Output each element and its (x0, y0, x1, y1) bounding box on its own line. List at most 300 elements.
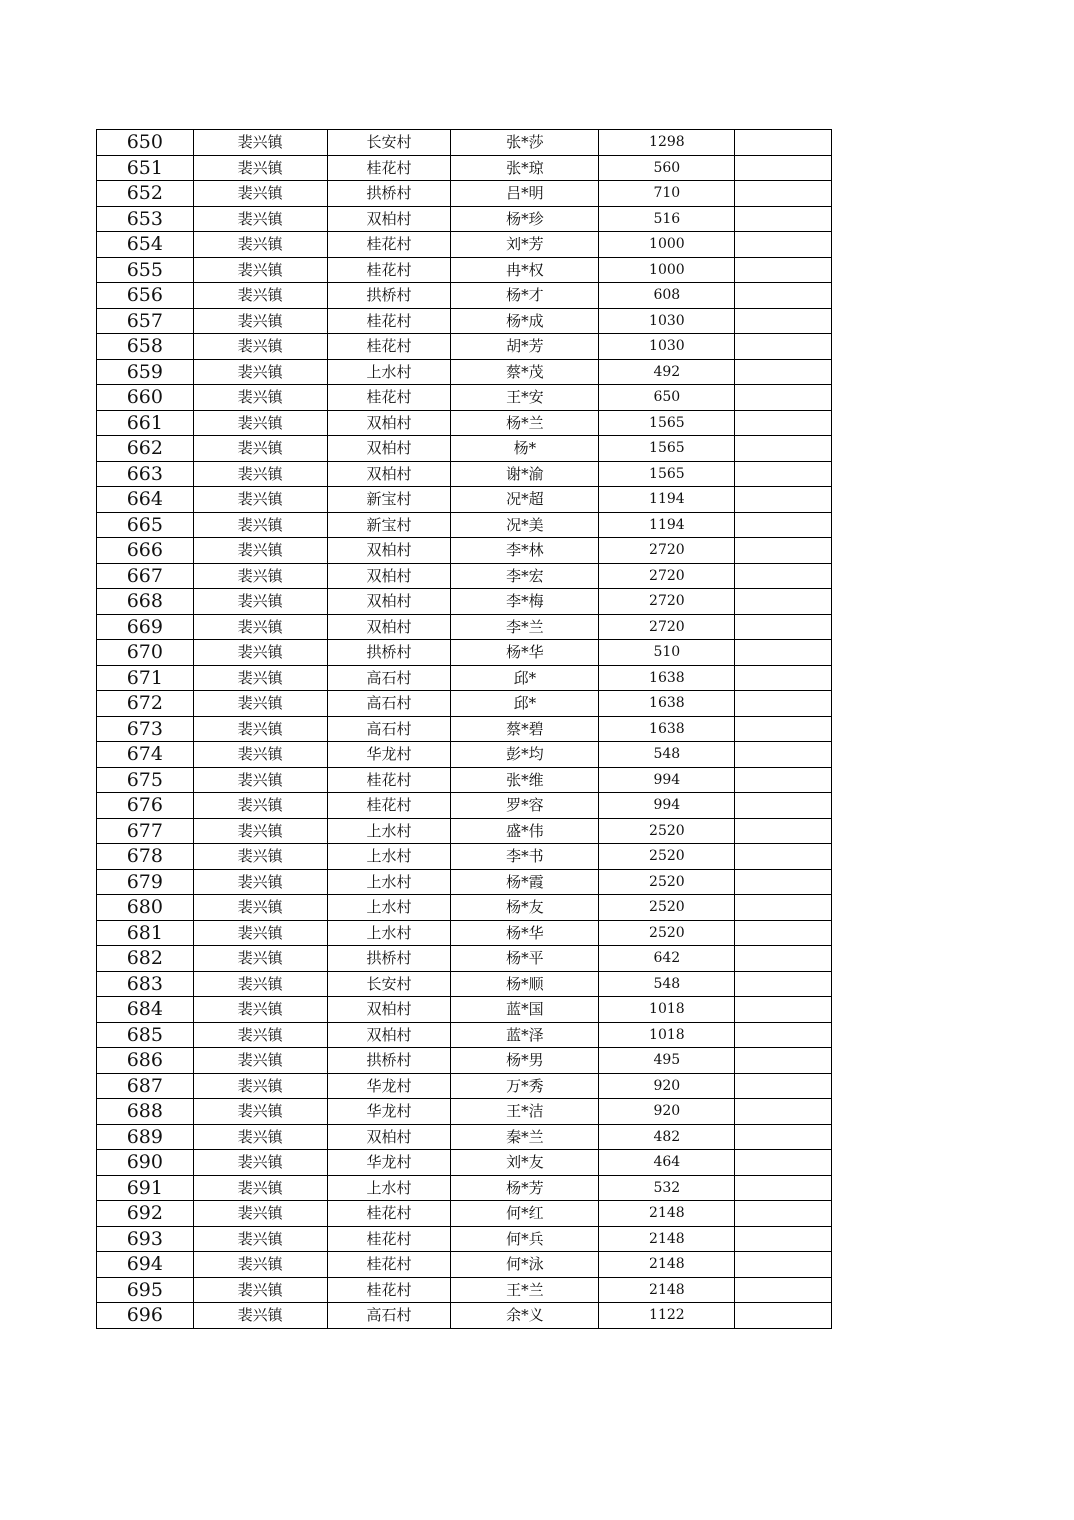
amount-cell: 2148 (599, 1252, 735, 1278)
amount-cell: 2148 (599, 1277, 735, 1303)
village-cell: 新宝村 (327, 512, 451, 538)
village-cell: 拱桥村 (327, 946, 451, 972)
note-cell (735, 1124, 832, 1150)
village-cell: 桂花村 (327, 1277, 451, 1303)
town-cell: 裴兴镇 (193, 130, 327, 156)
village-cell: 双柏村 (327, 614, 451, 640)
town-cell: 裴兴镇 (193, 385, 327, 411)
row-number-cell: 675 (97, 767, 194, 793)
table-row (97, 665, 832, 691)
table-row (97, 818, 832, 844)
town-cell: 裴兴镇 (193, 869, 327, 895)
amount-cell: 994 (599, 767, 735, 793)
table-row (97, 793, 832, 819)
row-number-cell: 686 (97, 1048, 194, 1074)
row-number-cell: 663 (97, 461, 194, 487)
note-cell (735, 1277, 832, 1303)
amount-cell: 548 (599, 971, 735, 997)
note-cell (735, 869, 832, 895)
table-row (97, 1201, 832, 1227)
village-cell: 双柏村 (327, 538, 451, 564)
row-number-cell: 692 (97, 1201, 194, 1227)
name-cell: 杨*珍 (451, 206, 599, 232)
name-cell: 谢*渝 (451, 461, 599, 487)
row-number-cell: 656 (97, 283, 194, 309)
name-cell: 邱* (451, 665, 599, 691)
town-cell: 裴兴镇 (193, 1150, 327, 1176)
name-cell: 蓝*泽 (451, 1022, 599, 1048)
village-cell: 长安村 (327, 130, 451, 156)
note-cell (735, 308, 832, 334)
village-cell: 长安村 (327, 971, 451, 997)
amount-cell: 548 (599, 742, 735, 768)
row-number-cell: 664 (97, 487, 194, 513)
amount-cell: 532 (599, 1175, 735, 1201)
note-cell (735, 487, 832, 513)
table-row (97, 181, 832, 207)
village-cell: 桂花村 (327, 1252, 451, 1278)
row-number-cell: 661 (97, 410, 194, 436)
note-cell (735, 155, 832, 181)
name-cell: 李*书 (451, 844, 599, 870)
name-cell: 杨*霞 (451, 869, 599, 895)
name-cell: 彭*均 (451, 742, 599, 768)
village-cell: 双柏村 (327, 410, 451, 436)
row-number-cell: 674 (97, 742, 194, 768)
row-number-cell: 682 (97, 946, 194, 972)
town-cell: 裴兴镇 (193, 461, 327, 487)
town-cell: 裴兴镇 (193, 665, 327, 691)
row-number-cell: 672 (97, 691, 194, 717)
village-cell: 桂花村 (327, 232, 451, 258)
row-number-cell: 668 (97, 589, 194, 615)
town-cell: 裴兴镇 (193, 1022, 327, 1048)
name-cell: 盛*伟 (451, 818, 599, 844)
row-number-cell: 689 (97, 1124, 194, 1150)
amount-cell: 2148 (599, 1201, 735, 1227)
town-cell: 裴兴镇 (193, 155, 327, 181)
village-cell: 高石村 (327, 1303, 451, 1329)
row-number-cell: 660 (97, 385, 194, 411)
table-row (97, 512, 832, 538)
village-cell: 双柏村 (327, 436, 451, 462)
amount-cell: 510 (599, 640, 735, 666)
name-cell: 杨* (451, 436, 599, 462)
table-row (97, 742, 832, 768)
town-cell: 裴兴镇 (193, 257, 327, 283)
name-cell: 邱* (451, 691, 599, 717)
amount-cell: 2520 (599, 869, 735, 895)
village-cell: 高石村 (327, 691, 451, 717)
village-cell: 上水村 (327, 920, 451, 946)
note-cell (735, 563, 832, 589)
note-cell (735, 461, 832, 487)
note-cell (735, 895, 832, 921)
amount-cell: 560 (599, 155, 735, 181)
note-cell (735, 1022, 832, 1048)
name-cell: 杨*顺 (451, 971, 599, 997)
note-cell (735, 232, 832, 258)
town-cell: 裴兴镇 (193, 206, 327, 232)
amount-cell: 1018 (599, 997, 735, 1023)
note-cell (735, 716, 832, 742)
row-number-cell: 654 (97, 232, 194, 258)
town-cell: 裴兴镇 (193, 1073, 327, 1099)
name-cell: 杨*友 (451, 895, 599, 921)
village-cell: 华龙村 (327, 742, 451, 768)
village-cell: 上水村 (327, 844, 451, 870)
table-row (97, 640, 832, 666)
name-cell: 李*宏 (451, 563, 599, 589)
table-row (97, 334, 832, 360)
town-cell: 裴兴镇 (193, 589, 327, 615)
row-number-cell: 666 (97, 538, 194, 564)
amount-cell: 2520 (599, 895, 735, 921)
name-cell: 况*美 (451, 512, 599, 538)
name-cell: 李*林 (451, 538, 599, 564)
row-number-cell: 655 (97, 257, 194, 283)
name-cell: 何*泳 (451, 1252, 599, 1278)
table-row (97, 130, 832, 156)
village-cell: 桂花村 (327, 793, 451, 819)
row-number-cell: 677 (97, 818, 194, 844)
town-cell: 裴兴镇 (193, 767, 327, 793)
table-row (97, 869, 832, 895)
town-cell: 裴兴镇 (193, 895, 327, 921)
amount-cell: 1565 (599, 461, 735, 487)
name-cell: 李*兰 (451, 614, 599, 640)
amount-cell: 2148 (599, 1226, 735, 1252)
amount-cell: 1194 (599, 487, 735, 513)
note-cell (735, 410, 832, 436)
note-cell (735, 206, 832, 232)
amount-cell: 2520 (599, 920, 735, 946)
amount-cell: 482 (599, 1124, 735, 1150)
village-cell: 拱桥村 (327, 1048, 451, 1074)
amount-cell: 710 (599, 181, 735, 207)
name-cell: 李*梅 (451, 589, 599, 615)
row-number-cell: 690 (97, 1150, 194, 1176)
table-row (97, 232, 832, 258)
row-number-cell: 688 (97, 1099, 194, 1125)
row-number-cell: 687 (97, 1073, 194, 1099)
table-row (97, 895, 832, 921)
table-row (97, 1277, 832, 1303)
note-cell (735, 767, 832, 793)
row-number-cell: 683 (97, 971, 194, 997)
amount-cell: 2520 (599, 844, 735, 870)
table-row (97, 359, 832, 385)
row-number-cell: 678 (97, 844, 194, 870)
name-cell: 万*秀 (451, 1073, 599, 1099)
town-cell: 裴兴镇 (193, 181, 327, 207)
table-row (97, 1022, 832, 1048)
table-row (97, 487, 832, 513)
town-cell: 裴兴镇 (193, 997, 327, 1023)
name-cell: 杨*芳 (451, 1175, 599, 1201)
table-row (97, 614, 832, 640)
name-cell: 王*洁 (451, 1099, 599, 1125)
town-cell: 裴兴镇 (193, 920, 327, 946)
amount-cell: 1194 (599, 512, 735, 538)
table-row (97, 997, 832, 1023)
village-cell: 双柏村 (327, 997, 451, 1023)
name-cell: 何*兵 (451, 1226, 599, 1252)
town-cell: 裴兴镇 (193, 487, 327, 513)
row-number-cell: 680 (97, 895, 194, 921)
name-cell: 胡*芳 (451, 334, 599, 360)
name-cell: 蔡*碧 (451, 716, 599, 742)
table-row (97, 767, 832, 793)
village-cell: 桂花村 (327, 1226, 451, 1252)
amount-cell: 1298 (599, 130, 735, 156)
name-cell: 刘*芳 (451, 232, 599, 258)
table-row (97, 691, 832, 717)
note-cell (735, 971, 832, 997)
amount-cell: 608 (599, 283, 735, 309)
amount-cell: 2720 (599, 614, 735, 640)
row-number-cell: 684 (97, 997, 194, 1023)
town-cell: 裴兴镇 (193, 1048, 327, 1074)
row-number-cell: 657 (97, 308, 194, 334)
note-cell (735, 1303, 832, 1329)
name-cell: 王*安 (451, 385, 599, 411)
data-table (96, 129, 832, 1329)
table-row (97, 436, 832, 462)
village-cell: 拱桥村 (327, 640, 451, 666)
amount-cell: 2520 (599, 818, 735, 844)
village-cell: 上水村 (327, 359, 451, 385)
village-cell: 双柏村 (327, 461, 451, 487)
village-cell: 华龙村 (327, 1150, 451, 1176)
table-row (97, 257, 832, 283)
row-number-cell: 685 (97, 1022, 194, 1048)
note-cell (735, 1099, 832, 1125)
town-cell: 裴兴镇 (193, 410, 327, 436)
amount-cell: 1638 (599, 665, 735, 691)
note-cell (735, 1073, 832, 1099)
row-number-cell: 650 (97, 130, 194, 156)
village-cell: 桂花村 (327, 385, 451, 411)
note-cell (735, 1150, 832, 1176)
note-cell (735, 665, 832, 691)
row-number-cell: 695 (97, 1277, 194, 1303)
table-row (97, 1073, 832, 1099)
name-cell: 张*维 (451, 767, 599, 793)
note-cell (735, 538, 832, 564)
village-cell: 上水村 (327, 895, 451, 921)
note-cell (735, 844, 832, 870)
name-cell: 杨*华 (451, 640, 599, 666)
name-cell: 杨*成 (451, 308, 599, 334)
name-cell: 况*超 (451, 487, 599, 513)
amount-cell: 1030 (599, 308, 735, 334)
table-row (97, 1226, 832, 1252)
table-row (97, 716, 832, 742)
name-cell: 蓝*国 (451, 997, 599, 1023)
name-cell: 杨*华 (451, 920, 599, 946)
note-cell (735, 920, 832, 946)
table-row (97, 971, 832, 997)
row-number-cell: 658 (97, 334, 194, 360)
amount-cell: 650 (599, 385, 735, 411)
note-cell (735, 130, 832, 156)
amount-cell: 920 (599, 1073, 735, 1099)
village-cell: 双柏村 (327, 563, 451, 589)
amount-cell: 1000 (599, 257, 735, 283)
table-row (97, 563, 832, 589)
note-cell (735, 818, 832, 844)
village-cell: 华龙村 (327, 1073, 451, 1099)
amount-cell: 2720 (599, 589, 735, 615)
table-row (97, 1252, 832, 1278)
row-number-cell: 665 (97, 512, 194, 538)
town-cell: 裴兴镇 (193, 614, 327, 640)
row-number-cell: 673 (97, 716, 194, 742)
row-number-cell: 694 (97, 1252, 194, 1278)
town-cell: 裴兴镇 (193, 971, 327, 997)
note-cell (735, 1201, 832, 1227)
name-cell: 杨*平 (451, 946, 599, 972)
row-number-cell: 693 (97, 1226, 194, 1252)
name-cell: 余*义 (451, 1303, 599, 1329)
name-cell: 王*兰 (451, 1277, 599, 1303)
row-number-cell: 696 (97, 1303, 194, 1329)
row-number-cell: 669 (97, 614, 194, 640)
name-cell: 何*红 (451, 1201, 599, 1227)
name-cell: 秦*兰 (451, 1124, 599, 1150)
table-row (97, 538, 832, 564)
town-cell: 裴兴镇 (193, 334, 327, 360)
row-number-cell: 691 (97, 1175, 194, 1201)
row-number-cell: 681 (97, 920, 194, 946)
name-cell: 张*琼 (451, 155, 599, 181)
note-cell (735, 334, 832, 360)
village-cell: 双柏村 (327, 1124, 451, 1150)
village-cell: 高石村 (327, 716, 451, 742)
row-number-cell: 667 (97, 563, 194, 589)
amount-cell: 994 (599, 793, 735, 819)
village-cell: 桂花村 (327, 155, 451, 181)
amount-cell: 642 (599, 946, 735, 972)
town-cell: 裴兴镇 (193, 793, 327, 819)
name-cell: 杨*才 (451, 283, 599, 309)
amount-cell: 1018 (599, 1022, 735, 1048)
village-cell: 上水村 (327, 818, 451, 844)
town-cell: 裴兴镇 (193, 640, 327, 666)
note-cell (735, 691, 832, 717)
village-cell: 上水村 (327, 869, 451, 895)
table-row (97, 1048, 832, 1074)
town-cell: 裴兴镇 (193, 1226, 327, 1252)
name-cell: 罗*容 (451, 793, 599, 819)
town-cell: 裴兴镇 (193, 1099, 327, 1125)
name-cell: 蔡*茂 (451, 359, 599, 385)
town-cell: 裴兴镇 (193, 1124, 327, 1150)
village-cell: 桂花村 (327, 257, 451, 283)
village-cell: 双柏村 (327, 1022, 451, 1048)
row-number-cell: 670 (97, 640, 194, 666)
row-number-cell: 676 (97, 793, 194, 819)
amount-cell: 1030 (599, 334, 735, 360)
note-cell (735, 614, 832, 640)
note-cell (735, 181, 832, 207)
note-cell (735, 589, 832, 615)
note-cell (735, 997, 832, 1023)
note-cell (735, 1048, 832, 1074)
row-number-cell: 662 (97, 436, 194, 462)
amount-cell: 495 (599, 1048, 735, 1074)
town-cell: 裴兴镇 (193, 308, 327, 334)
town-cell: 裴兴镇 (193, 359, 327, 385)
amount-cell: 1122 (599, 1303, 735, 1329)
village-cell: 桂花村 (327, 308, 451, 334)
table-row (97, 283, 832, 309)
village-cell: 拱桥村 (327, 283, 451, 309)
note-cell (735, 512, 832, 538)
note-cell (735, 257, 832, 283)
village-cell: 高石村 (327, 665, 451, 691)
table-row (97, 385, 832, 411)
name-cell: 刘*友 (451, 1150, 599, 1176)
note-cell (735, 1226, 832, 1252)
note-cell (735, 793, 832, 819)
row-number-cell: 659 (97, 359, 194, 385)
amount-cell: 1638 (599, 716, 735, 742)
name-cell: 杨*男 (451, 1048, 599, 1074)
town-cell: 裴兴镇 (193, 232, 327, 258)
table-row (97, 946, 832, 972)
name-cell: 张*莎 (451, 130, 599, 156)
note-cell (735, 946, 832, 972)
amount-cell: 492 (599, 359, 735, 385)
town-cell: 裴兴镇 (193, 946, 327, 972)
amount-cell: 464 (599, 1150, 735, 1176)
town-cell: 裴兴镇 (193, 1175, 327, 1201)
town-cell: 裴兴镇 (193, 538, 327, 564)
village-cell: 华龙村 (327, 1099, 451, 1125)
village-cell: 桂花村 (327, 334, 451, 360)
village-cell: 上水村 (327, 1175, 451, 1201)
name-cell: 冉*权 (451, 257, 599, 283)
amount-cell: 2720 (599, 563, 735, 589)
amount-cell: 1638 (599, 691, 735, 717)
town-cell: 裴兴镇 (193, 1201, 327, 1227)
town-cell: 裴兴镇 (193, 512, 327, 538)
amount-cell: 1565 (599, 436, 735, 462)
table-row (97, 844, 832, 870)
table-row (97, 1303, 832, 1329)
row-number-cell: 652 (97, 181, 194, 207)
table-row (97, 1124, 832, 1150)
amount-cell: 920 (599, 1099, 735, 1125)
note-cell (735, 1252, 832, 1278)
table-row (97, 206, 832, 232)
town-cell: 裴兴镇 (193, 844, 327, 870)
town-cell: 裴兴镇 (193, 1252, 327, 1278)
row-number-cell: 651 (97, 155, 194, 181)
town-cell: 裴兴镇 (193, 563, 327, 589)
table-row (97, 1175, 832, 1201)
amount-cell: 1565 (599, 410, 735, 436)
note-cell (735, 283, 832, 309)
note-cell (735, 436, 832, 462)
name-cell: 吕*明 (451, 181, 599, 207)
note-cell (735, 742, 832, 768)
table-row (97, 589, 832, 615)
row-number-cell: 679 (97, 869, 194, 895)
table-row (97, 1099, 832, 1125)
